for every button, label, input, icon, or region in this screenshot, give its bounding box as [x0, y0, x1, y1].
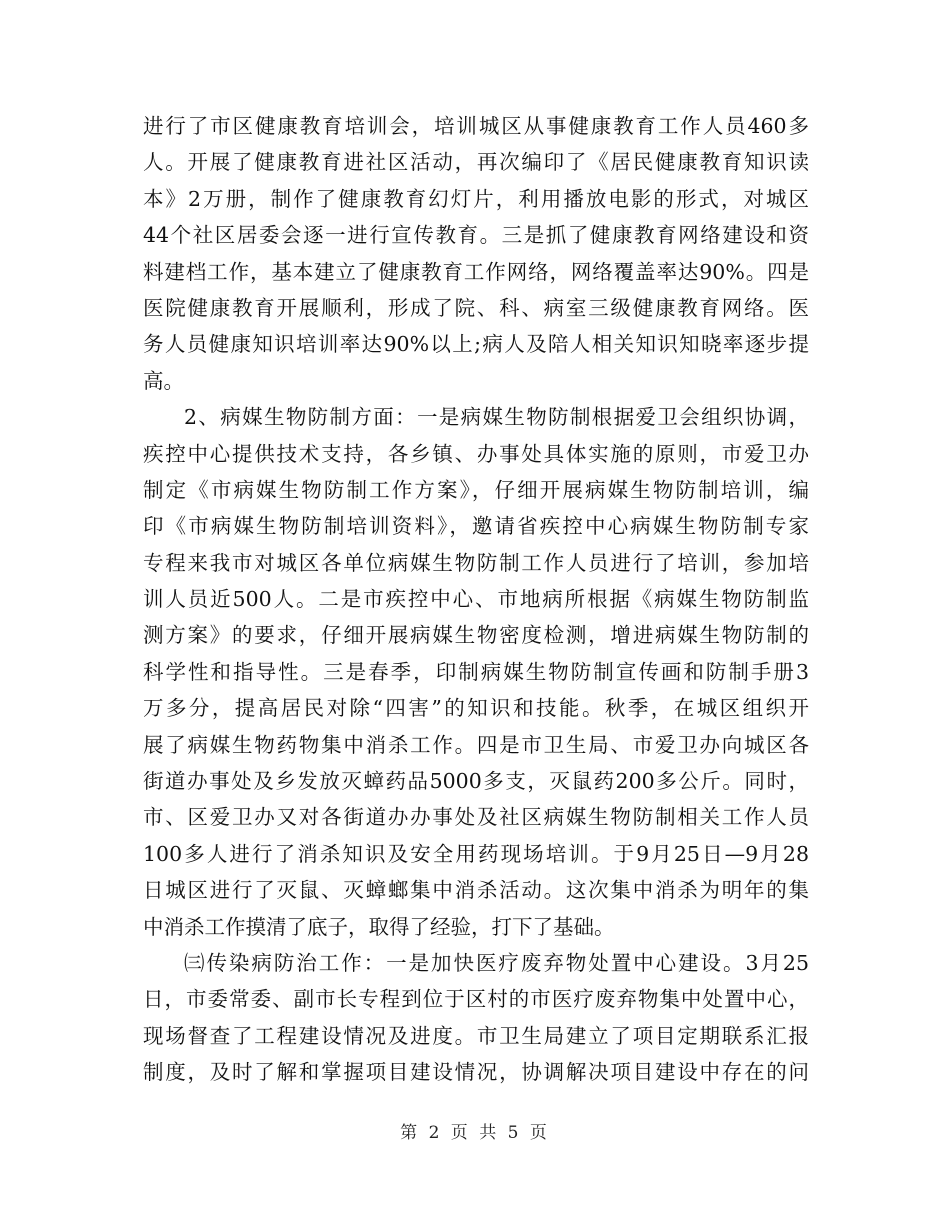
text-line: 本》2万册，制作了健康教育幻灯片，利用播放电影的形式，对城区: [143, 186, 809, 211]
text-line: 务人员健康知识培训率达90%以上;病人及陪人相关知识知晓率逐步提: [143, 332, 809, 357]
text-line: 高。: [143, 368, 184, 393]
paragraph: [143, 399, 809, 945]
text-line: 街道办事处及乡发放灭蟑药品5000多支，灭鼠药200多公斤。同时，: [143, 769, 809, 794]
page-footer: 第 2 页 共 5 页: [400, 1123, 550, 1143]
text-line: 疾控中心提供技术支持，各乡镇、办事处具体实施的原则，市爱卫办: [143, 441, 809, 466]
text-line: 日城区进行了灭鼠、灭蟑螂集中消杀活动。这次集中消杀为明年的集: [143, 878, 809, 903]
text-line: 测方案》的要求，仔细开展病媒生物密度检测，增进病媒生物防制的: [143, 623, 809, 648]
text-line: ㈢传染病防治工作：一是加快医疗废弃物处置中心建设。3月25: [184, 950, 809, 975]
text-line: 医院健康教育开展顺利，形成了院、科、病室三级健康教育网络。医: [143, 295, 809, 320]
text-line: 印《市病媒生物防制培训资料》，邀请省疾控中心病媒生物防制专家: [143, 514, 809, 539]
text-line: 2、病媒生物防制方面：一是病媒生物防制根据爱卫会组织协调，: [184, 405, 809, 430]
text-line: 100多人进行了消杀知识及安全用药现场培训。于9月25日—9月28: [143, 841, 809, 866]
paragraph: [143, 108, 809, 399]
document-body: [143, 108, 809, 1091]
text-line: 科学性和指导性。三是春季，印制病媒生物防制宣传画和防制手册3: [143, 659, 809, 684]
text-line: 日，市委常委、副市长专程到位于区村的市医疗废弃物集中处置中心，: [143, 987, 809, 1012]
text-line: 万多分，提高居民对除“四害”的知识和技能。秋季，在城区组织开: [143, 696, 809, 721]
text-line: 展了病媒生物药物集中消杀工作。四是市卫生局、市爱卫办向城区各: [143, 732, 809, 757]
text-line: 制定《市病媒生物防制工作方案》，仔细开展病媒生物防制培训，编: [143, 477, 809, 502]
paragraph: [143, 945, 809, 1091]
text-line: 人。开展了健康教育进社区活动，再次编印了《居民健康教育知识读: [143, 150, 809, 175]
text-line: 专程来我市对城区各单位病媒生物防制工作人员进行了培训，参加培: [143, 550, 809, 575]
text-line: 制度，及时了解和掌握项目建设情况，协调解决项目建设中存在的问: [143, 1060, 809, 1085]
text-line: 训人员近500人。二是市疾控中心、市地病所根据《病媒生物防制监: [143, 587, 809, 612]
text-line: 44个社区居委会逐一进行宣传教育。三是抓了健康教育网络建设和资: [143, 223, 809, 248]
text-line: 中消杀工作摸清了底子，取得了经验，打下了基础。: [143, 914, 615, 939]
text-line: 料建档工作，基本建立了健康教育工作网络，网络覆盖率达90%。四是: [143, 259, 809, 284]
text-line: 市、区爱卫办又对各街道办办事处及社区病媒生物防制相关工作人员: [143, 805, 809, 830]
text-line: 进行了市区健康教育培训会，培训城区从事健康教育工作人员460多: [143, 114, 809, 138]
text-line: 现场督查了工程建设情况及进度。市卫生局建立了项目定期联系汇报: [143, 1023, 809, 1048]
